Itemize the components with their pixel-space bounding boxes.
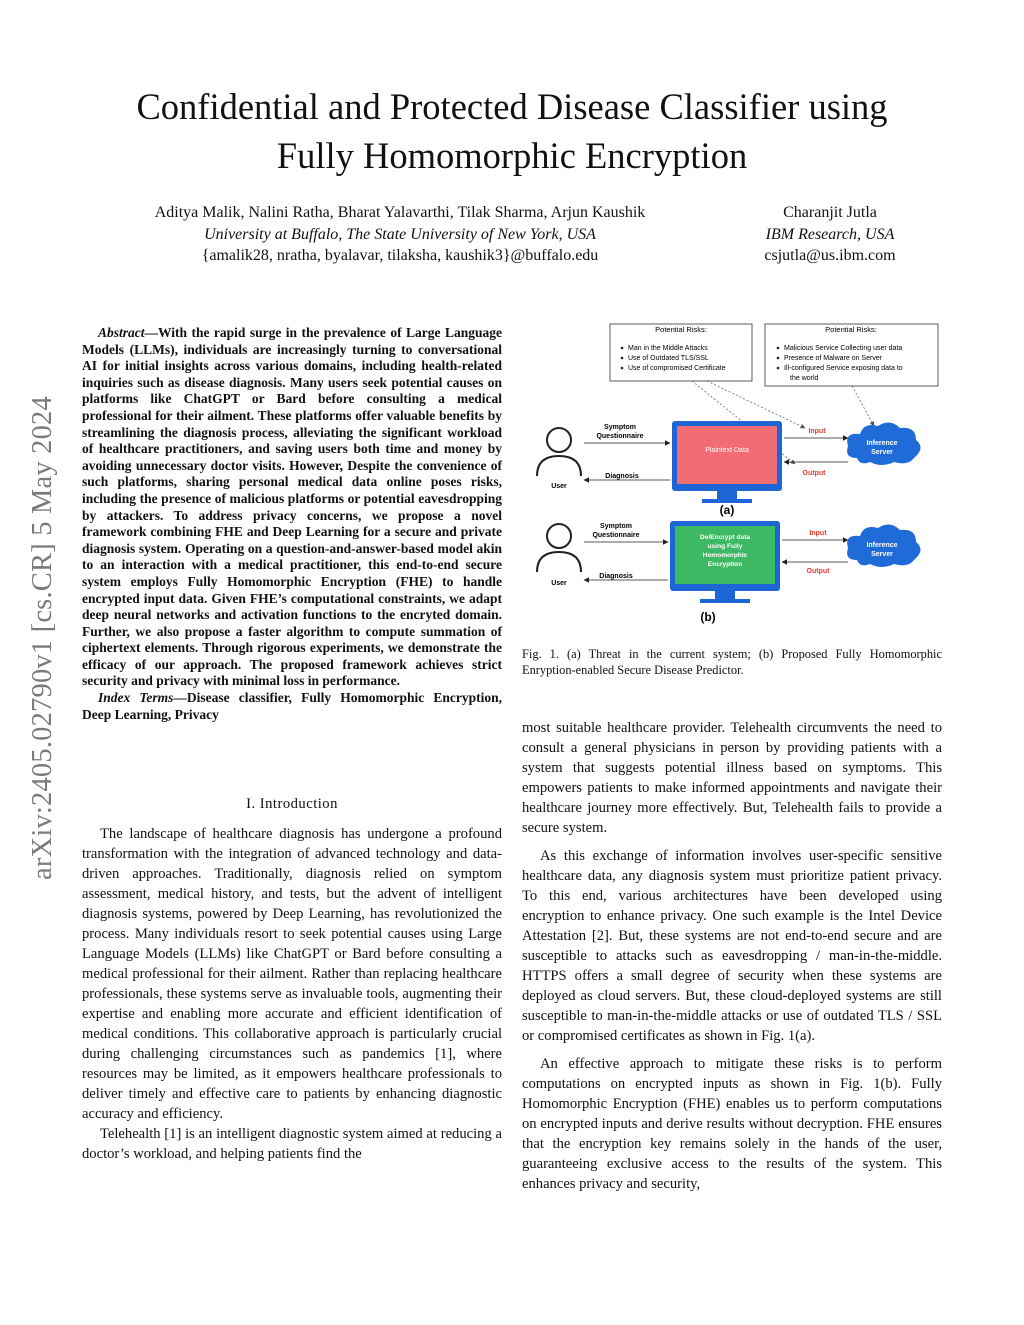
figure-caption: Fig. 1. (a) Threat in the current system; (b) Proposed Fully Homomorphic Enryption-enabled Secure Disease Predictor. [522, 647, 942, 677]
input-label: Input [808, 428, 826, 435]
inference-label: Inference [866, 440, 898, 447]
figure-1-diagram [522, 318, 942, 630]
diagnosis-label: Diagnosis [605, 473, 639, 480]
fhe-label: using Fully [707, 543, 743, 550]
user-label: User [551, 580, 567, 587]
output-label: Output [802, 470, 826, 477]
fhe-label: De/Encrypt data [699, 534, 751, 541]
risk-box-title: Potential Risks: [825, 325, 877, 334]
abstract [82, 325, 502, 723]
intro-paragraph: The landscape of healthcare diagnosis has undergone a profound transformation with the integration of advanced technology and data-driven approaches. Traditionally, diagnosis relied on symptom assessment, medical history, and tests, but the advent of intelligent diagnosis systems, powered by Deep Learning, has revolutionized the process. Many individuals resort to seek potential causes using Large Language Models (LLMs) like ChatGPT or Bard before consulting a medical professional for their ailment. Rather than replacing healthcare professionals, these systems serve as invaluable tools, augmenting their expertise and enabling more accurate and efficient identification of medical conditions. This collaborative approach is particularly crucial during challenging circumstances such as pandemics [1], where resources may be limited, as it empowers healthcare professionals to deliver timely and effective care to patients by enhancing diagnostic accuracy and efficiency. [82, 826, 502, 1122]
panel-a-label: (a) [719, 503, 735, 517]
user-label: User [551, 483, 567, 490]
risk-item: Presence of Malware on Server [784, 355, 883, 362]
author-names: Aditya Malik, Nalini Ratha, Bharat Yalavarthi, Tilak Sharma, Arjun Kaushik [154, 204, 646, 221]
body-paragraph: most suitable healthcare provider. Telehealth circumvents the need to consult a general physicians in person by providing patients with a system that suggests potential illness based on symptoms. This empowers patients to make informed appointments and navigate their healthcare journey more effectively. But, Telehealth fails to provide a secure system. [522, 720, 942, 836]
inference-label: Inference [866, 542, 898, 549]
inference-label: Server [871, 449, 893, 456]
risk-item: Ill-configured Service exposing data to [784, 365, 903, 372]
risk-box-title: Potential Risks: [655, 325, 707, 334]
panel-b-label: (b) [700, 610, 716, 624]
section-heading: I. Introduction [246, 796, 338, 812]
user-figure-b [537, 524, 581, 587]
inference-label: Server [871, 551, 893, 558]
author-affiliation: University at Buffalo, The State University of New York, USA [204, 225, 596, 243]
risk-item: Malicious Service Collecting user data [784, 345, 903, 352]
arxiv-stamp-text: arXiv:2405.02790v1 [cs.CR] 5 May 2024 [27, 396, 58, 880]
author-email: csjutla@us.ibm.com [764, 247, 896, 264]
title-line-2: Fully Homomorphic Encryption [276, 135, 748, 176]
author-affiliation: IBM Research, USA [765, 225, 895, 243]
inference-server-cloud-b [847, 524, 920, 567]
symptom-label: Symptom [604, 424, 636, 431]
inference-server-cloud-a [847, 422, 920, 465]
input-label: Input [809, 530, 827, 537]
risk-item: Man in the Middle Attacks [628, 345, 708, 352]
paper-title [60, 82, 964, 180]
fhe-label: Homomorphic [702, 552, 748, 559]
fhe-label: Encryption [707, 561, 743, 568]
risk-item: Use of compromised Certificate [628, 365, 726, 372]
user-figure-a [537, 428, 581, 490]
author-block-buffalo [100, 202, 700, 267]
monitor-plaintext [672, 421, 782, 503]
index-terms-label: Index Terms [98, 690, 174, 706]
body-paragraph: As this exchange of information involves user-specific sensitive healthcare data, any diagnosis system must prioritize patient privacy. To this end, various architectures have been developed using encryption to enhance privacy. One such example is the Intel Device Attestation [2]. But, these systems are not end-to-end secure and are susceptible to attacks such as eavesdropping / man-in-the-middle. HTTPS offers a small degree of security when these systems are deployed as cloud servers. But, these cloud-deployed systems are still susceptible to man-in-the-middle attacks or use of outdated TLS / SSL or compromised certificates as shown in Fig. 1(a). [522, 848, 942, 1044]
symptom-label: Questionnaire [596, 433, 644, 440]
risk-box-network [610, 324, 752, 381]
title-line-1: Confidential and Protected Disease Classifier using [136, 86, 888, 127]
symptom-label: Questionnaire [592, 532, 640, 539]
abstract-text: —With the rapid surge in the prevalence of Large Language Models (LLMs), individuals are increasingly turning to conversational AI for initial insights across various domains, including health-related inquiries such as disease diagnosis. Many users seek potential causes on platforms like ChatGPT or Bard before consulting a medical professional for their ailment. These platforms offer valuable benefits by streamlining the diagnosis process, alleviating the significant workload of healthcare practitioners, and saving users both time and money by avoiding unnecessary doctor visits. However, Despite the convenience of such platforms, sharing personal medical data online poses risks, including the presence of malicious platforms or potential eavesdropping by attackers. To address privacy concerns, we propose a novel framework combining FHE and Deep Learning for a secure and private diagnosis system. Operating on a question-and-answer-based model akin to an interaction with a medical practitioner, this end-to-end secure system employs Fully Homomorphic Encryption (FHE) to handle encrypted input data. Given FHE’s computational constraints, we adapt deep neural networks and activation functions to the encryted domain. Further, we also propose a faster algorithm to compute summation of ciphertext elements. Through rigorous experiments, we demonstrate the efficacy of our approach. The proposed framework achieves strict security and privacy with minimal loss in performance. [82, 325, 502, 689]
author-emails: {amalik28, nratha, byalavar, tilaksha, kaushik3}@buffalo.edu [201, 247, 599, 264]
abstract-label: Abstract [98, 325, 145, 340]
author-names: Charanjit Jutla [783, 204, 877, 221]
index-terms-text: —Disease classifier, Fully Homomorphic Encryption, Deep Learning, Privacy [82, 690, 502, 722]
diagnosis-label: Diagnosis [599, 573, 633, 580]
intro-paragraph: Telehealth [1] is an intelligent diagnostic system aimed at reducing a doctor’s workload, and helping patients find the [82, 1126, 502, 1162]
risk-item: the world [790, 375, 819, 382]
plaintext-label: Plaintext Data [705, 447, 749, 454]
risk-box-server [765, 324, 938, 386]
monitor-fhe [670, 521, 780, 603]
right-column-text [522, 718, 942, 1194]
author-block-ibm [720, 202, 940, 267]
output-label: Output [806, 568, 830, 575]
left-column-intro [82, 824, 502, 1164]
symptom-label: Symptom [600, 523, 632, 530]
figure-1 [522, 318, 942, 630]
risk-item: Use of Outdated TLS/SSL [628, 355, 709, 362]
body-paragraph: An effective approach to mitigate these risks is to perform computations on encrypted inputs as shown in Fig. 1(b). Fully Homomorphic Encryption (FHE) enables us to perform computations on encrypted inputs and derive results without decryption. FHE ensures that the encryption key remains solely in the hands of the user, guaranteeing exclusive access to the results of the system. This enhances privacy and security, [522, 1056, 942, 1192]
